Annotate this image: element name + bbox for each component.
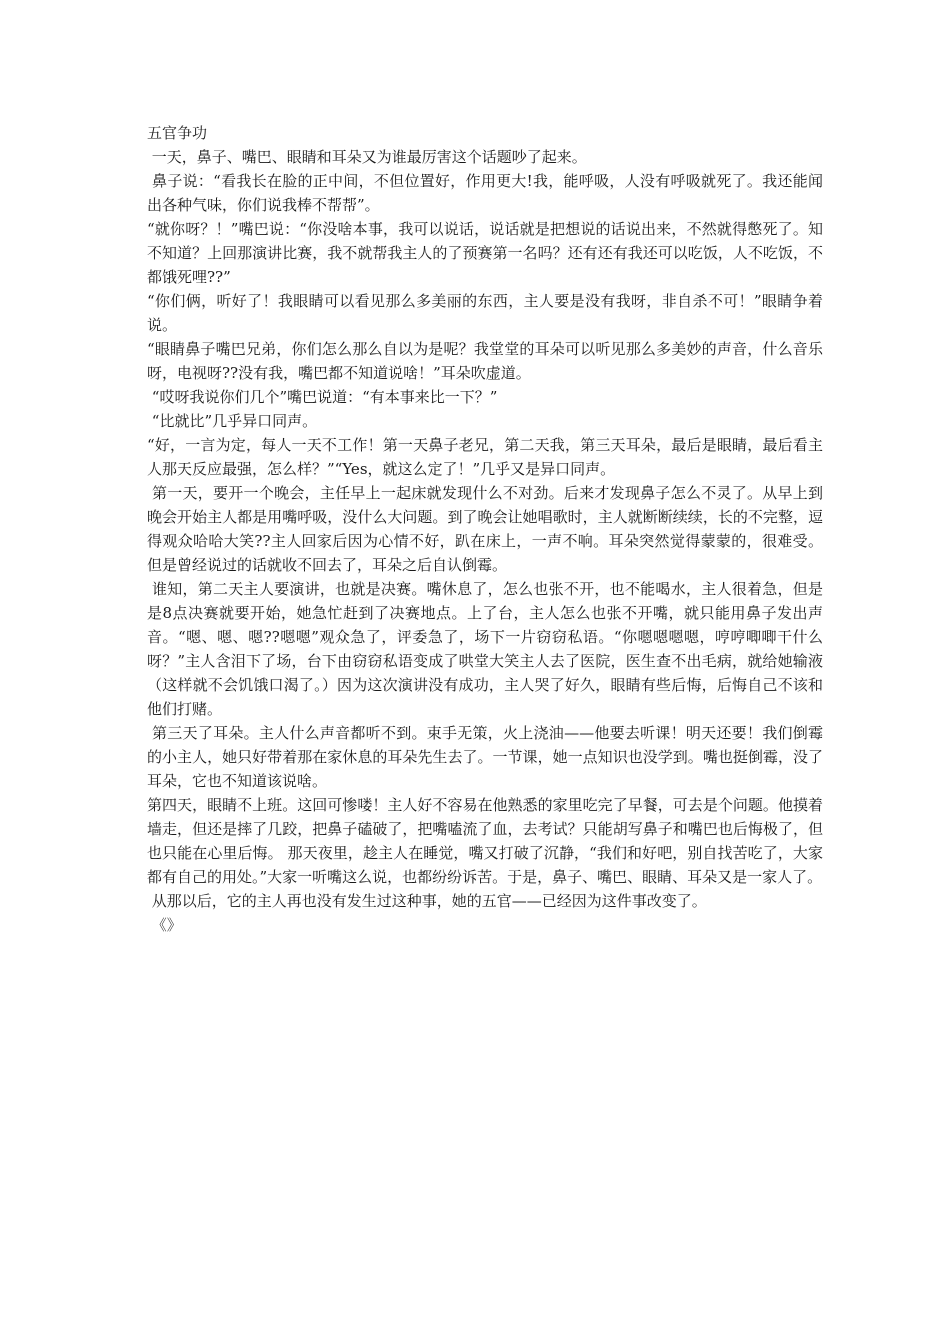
paragraph-7: “比就比”几乎异口同声。 [147, 412, 318, 430]
paragraph-1: 一天，鼻子、嘴巴、眼睛和耳朵又为谁最厉害这个话题吵了起来。 [147, 148, 587, 166]
paragraph-13: 从那以后，它的主人再也没有发生过这种事，她的五官——已经因为这件事改变了。 [147, 892, 707, 910]
paragraph-5: “眼睛鼻子嘴巴兄弟，你们怎么那么自以为是呢？我堂堂的耳朵可以听见那么多美妙的声音，什么音乐呀，电视呀??没有我，嘴巴都不知道说啥！”耳朵吹虚道。 [147, 340, 823, 382]
paragraph-9: 第一天，要开一个晚会，主任早上一起床就发现什么不对劲。后来才发现鼻子怎么不灵了。从早上到晚会开始主人都是用嘴呼吸，没什么大问题。到了晚会让她唱歌时，主人就断断续续，长的不完整，逗得观众哈哈大笑??主人回家后因为心情不好，趴在床上，一声不响。耳朵突然觉得蒙蒙的，很难受。但是曾经说过的话就收不回去了，耳朵之后自认倒霉。 [147, 484, 823, 574]
paragraph-6: “哎呀我说你们几个”嘴巴说道：“有本事来比一下？” [147, 388, 498, 406]
paragraph-14: 《》 [147, 916, 182, 934]
document-title: 五官争功 [147, 124, 208, 142]
paragraph-11: 第三天了耳朵。主人什么声音都听不到。束手无策，火上浇油——他要去听课！明天还要！我们倒霉的小主人，她只好带着那在家休息的耳朵先生去了。一节课，她一点知识也没学到。嘴也挺倒霉，没了耳朵，它也不知道该说啥。 [147, 724, 823, 790]
paragraph-12: 第四天，眼睛不上班。这回可惨喽！主人好不容易在他熟悉的家里吃完了早餐，可去是个问题。他摸着墙走，但还是摔了几跤，把鼻子磕破了，把嘴嗑流了血，去考试？只能胡写鼻子和嘴巴也后悔极了，但也只能在心里后悔。 那天夜里，趁主人在睡觉，嘴又打破了沉静，“我们和好吧，别自找苦吃了，大家都有自己的用处。”大家一听嘴这么说，也都纷纷诉苦。于是，鼻子、嘴巴、眼睛、耳朵又是一家人了。 [147, 796, 823, 886]
paragraph-4: “你们俩，听好了！我眼睛可以看见那么多美丽的东西，主人要是没有我呀，非自杀不可！”眼睛争着说。 [147, 292, 823, 334]
paragraph-3: “就你呀？！”嘴巴说：“你没啥本事，我可以说话，说话就是把想说的话说出来，不然就得憋死了。知不知道？上回那演讲比赛，我不就帮我主人的了预赛第一名吗？还有还有我还可以吃饭，人不吃饭，不都饿死哩??” [147, 220, 823, 286]
paragraph-2: 鼻子说：“看我长在脸的正中间，不但位置好，作用更大!我，能呼吸，人没有呼吸就死了。我还能闻出各种气味，你们说我棒不帮帮”。 [147, 172, 823, 214]
paragraph-8: “好，一言为定，每人一天不工作！第一天鼻子老兄，第二天我，第三天耳朵，最后是眼睛，最后看主人那天反应最强，怎么样？”“Yes，就这么定了！”几乎又是异口同声。 [147, 436, 823, 478]
document-page [147, 121, 823, 937]
paragraph-10: 谁知，第二天主人要演讲，也就是决赛。嘴休息了，怎么也张不开，也不能喝水，主人很着急，但是是8点决赛就要开始，她急忙赶到了决赛地点。上了台，主人怎么也张不开嘴，就只能用鼻子发出声音。“嗯、嗯、嗯??嗯嗯”观众急了，评委急了，场下一片窃窃私语。“你嗯嗯嗯嗯，哼哼唧唧干什么呀？”主人含泪下了场，台下由窃窃私语变成了哄堂大笑主人去了医院，医生查不出毛病，就给她输液（这样就不会饥饿口渴了。）因为这次演讲没有成功，主人哭了好久，眼睛有些后悔，后悔自己不该和他们打赌。 [147, 580, 823, 718]
